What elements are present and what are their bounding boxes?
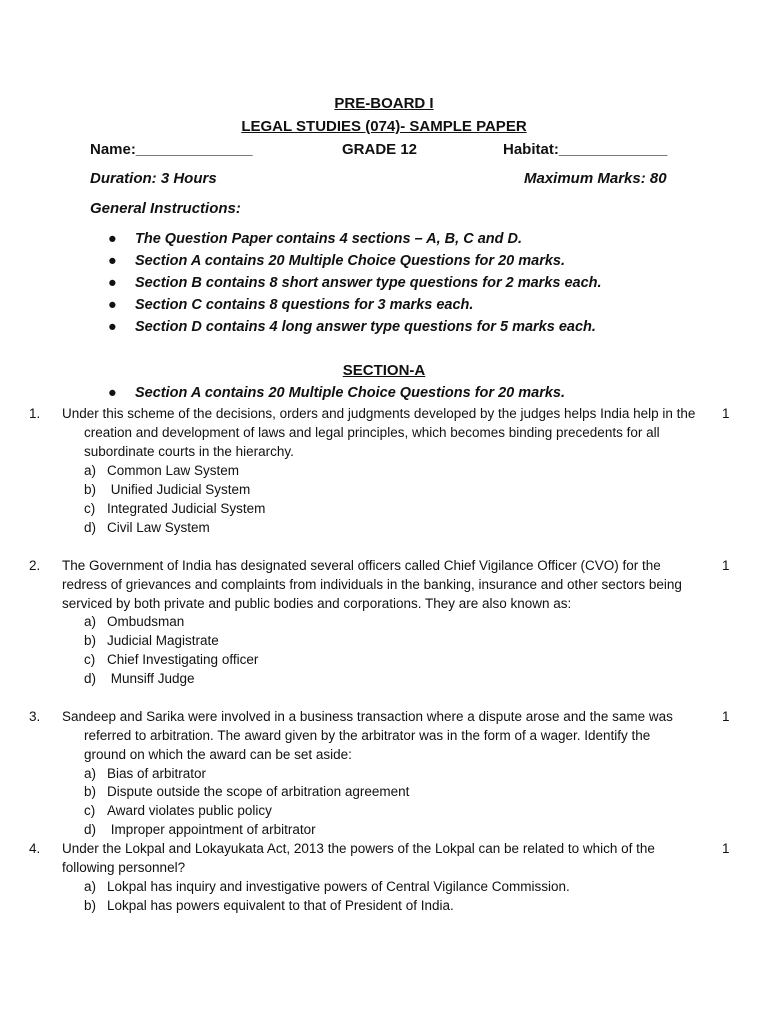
- habitat-field: Habitat:_____________: [503, 141, 668, 158]
- question-number: 4.: [29, 841, 41, 856]
- question-text: Under this scheme of the decisions, orders and judgments developed by the judges helps India help in the creation and development of laws and legal principles, which becomes binding precedents for all subordinate courts in the hierarchy.: [62, 406, 696, 459]
- instruction-item: ● Section C contains 8 questions for 3 marks each.: [108, 294, 602, 316]
- option: b) Judicial Magistrate: [84, 633, 219, 648]
- question-marks: 1: [722, 709, 730, 724]
- option: a) Common Law System: [84, 463, 240, 478]
- grade-label: GRADE 12: [342, 141, 418, 158]
- instruction-item: ● Section B contains 8 short answer type questions for 2 marks each.: [108, 272, 602, 294]
- instructions-heading: General Instructions:: [90, 200, 241, 217]
- bullet-icon: ●: [108, 253, 117, 269]
- bullet-icon: ●: [108, 297, 117, 313]
- option: c) Award violates public policy: [84, 803, 272, 818]
- name-field: Name:______________: [90, 141, 253, 158]
- instruction-item: ● Section A contains 20 Multiple Choice Questions for 20 marks.: [108, 250, 602, 272]
- bullet-icon: ●: [108, 231, 117, 247]
- bullet-icon: ●: [108, 319, 117, 335]
- paper-subtitle: LEGAL STUDIES (074)- SAMPLE PAPER: [241, 118, 527, 135]
- question-text: The Government of India has designated several officers called Chief Vigilance Officer (CVO) for the redress of grievances and complaints from individuals in the banking, insurance and other sectors being serviced by both private and public bodies and corporations. They are also known as:: [62, 558, 682, 611]
- instruction-item: ● Section D contains 4 long answer type questions for 5 marks each.: [108, 316, 602, 338]
- duration-label: Duration: 3 Hours: [90, 170, 217, 187]
- paper-title: PRE-BOARD I: [334, 95, 434, 112]
- bullet-icon: ●: [108, 275, 117, 291]
- option: c) Chief Investigating officer: [84, 652, 259, 667]
- option: b) Unified Judicial System: [84, 482, 251, 497]
- bullet-icon: ●: [108, 385, 117, 401]
- instructions-list: [108, 228, 602, 338]
- question-number: 1.: [29, 406, 41, 421]
- section-a-heading: SECTION-A: [342, 362, 426, 379]
- option: b) Dispute outside the scope of arbitration agreement: [84, 784, 410, 799]
- question-marks: 1: [722, 406, 730, 421]
- section-a-note: ● Section A contains 20 Multiple Choice Questions for 20 marks.: [108, 382, 565, 404]
- option: a) Bias of arbitrator: [84, 766, 207, 781]
- option: a) Lokpal has inquiry and investigative powers of Central Vigilance Commission.: [84, 879, 570, 894]
- option: a) Ombudsman: [84, 614, 185, 629]
- option: b) Lokpal has powers equivalent to that of President of India.: [84, 898, 454, 913]
- question-marks: 1: [722, 841, 730, 856]
- option: d) Improper appointment of arbitrator: [84, 822, 316, 837]
- section-a-note-list: [108, 382, 565, 404]
- question-number: 3.: [29, 709, 41, 724]
- question-text: Sandeep and Sarika were involved in a business transaction where a dispute arose and the same was referred to arbitration. The award given by the arbitrator was in the form of a wager. Identify the ground on which the award can be set aside:: [62, 709, 673, 762]
- option: d) Civil Law System: [84, 520, 210, 535]
- question-marks: 1: [722, 558, 730, 573]
- question-number: 2.: [29, 558, 41, 573]
- max-marks-label: Maximum Marks: 80: [524, 170, 667, 187]
- option: c) Integrated Judicial System: [84, 501, 266, 516]
- instruction-item: ● The Question Paper contains 4 sections – A, B, C and D.: [108, 228, 602, 250]
- question-text: Under the Lokpal and Lokayukata Act, 2013 the powers of the Lokpal can be related to which of the following personnel?: [62, 841, 655, 875]
- option: d) Munsiff Judge: [84, 671, 195, 686]
